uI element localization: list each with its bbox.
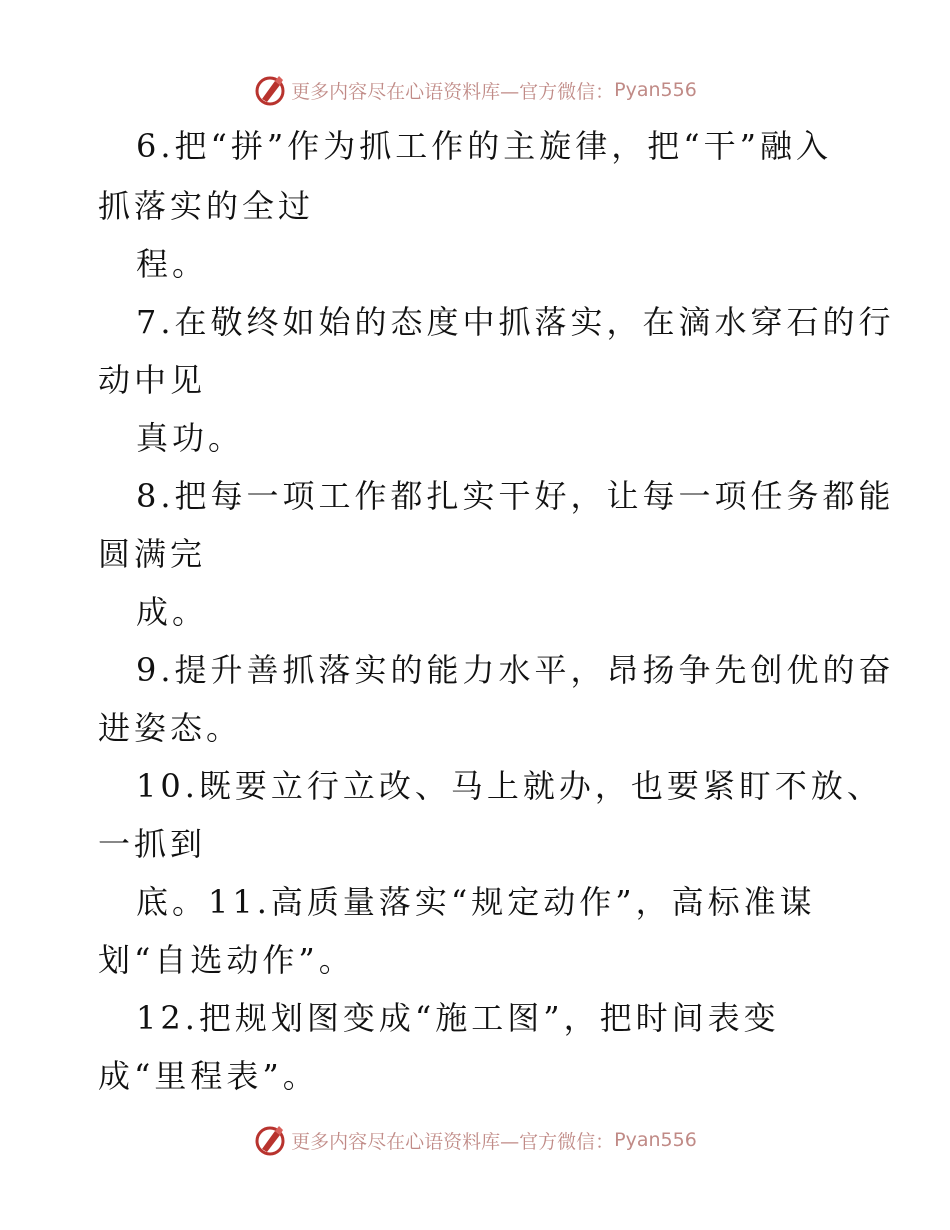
- text-line: 圆满完: [98, 535, 207, 573]
- text-line: 12.把规划图变成“施工图”，把时间表变: [136, 999, 780, 1037]
- watermark-wechat-id: Pyan556: [614, 79, 697, 101]
- text-line: 成“里程表”。: [98, 1057, 319, 1095]
- text-line: 抓落实的全过: [98, 187, 315, 225]
- text-line: 9.提升善抓落实的能力水平，昂扬争先创优的奋: [136, 651, 895, 689]
- text-line: 划“自选动作”。: [98, 941, 355, 979]
- text-line: 动中见: [98, 361, 207, 399]
- watermark-text: 更多内容尽在心语资料库—官方微信：: [291, 1130, 615, 1153]
- text-line: 一抓到: [98, 825, 207, 863]
- text-line: 真功。: [136, 419, 245, 457]
- watermark-text: 更多内容尽在心语资料库—官方微信：: [291, 80, 615, 103]
- watermark-wechat-id: Pyan556: [614, 1129, 697, 1151]
- text-line: 成。: [136, 593, 209, 631]
- text-line: 底。11.高质量落实“规定动作”，高标准谋: [136, 883, 816, 921]
- text-line: 8.把每一项工作都扎实干好，让每一项任务都能: [136, 477, 895, 515]
- text-line: 进姿态。: [98, 709, 243, 747]
- pen-circle-logo-icon: [253, 1123, 287, 1157]
- text-line: 10.既要立行立改、马上就办，也要紧盯不放、: [136, 767, 883, 805]
- text-line: 6.把“拼”作为抓工作的主旋律，把“干”融入: [136, 127, 832, 165]
- text-line: 程。: [136, 245, 209, 283]
- footer-watermark: [0, 1120, 950, 1160]
- text-line: 7.在敬终如始的态度中抓落实，在滴水穿石的行: [136, 303, 895, 341]
